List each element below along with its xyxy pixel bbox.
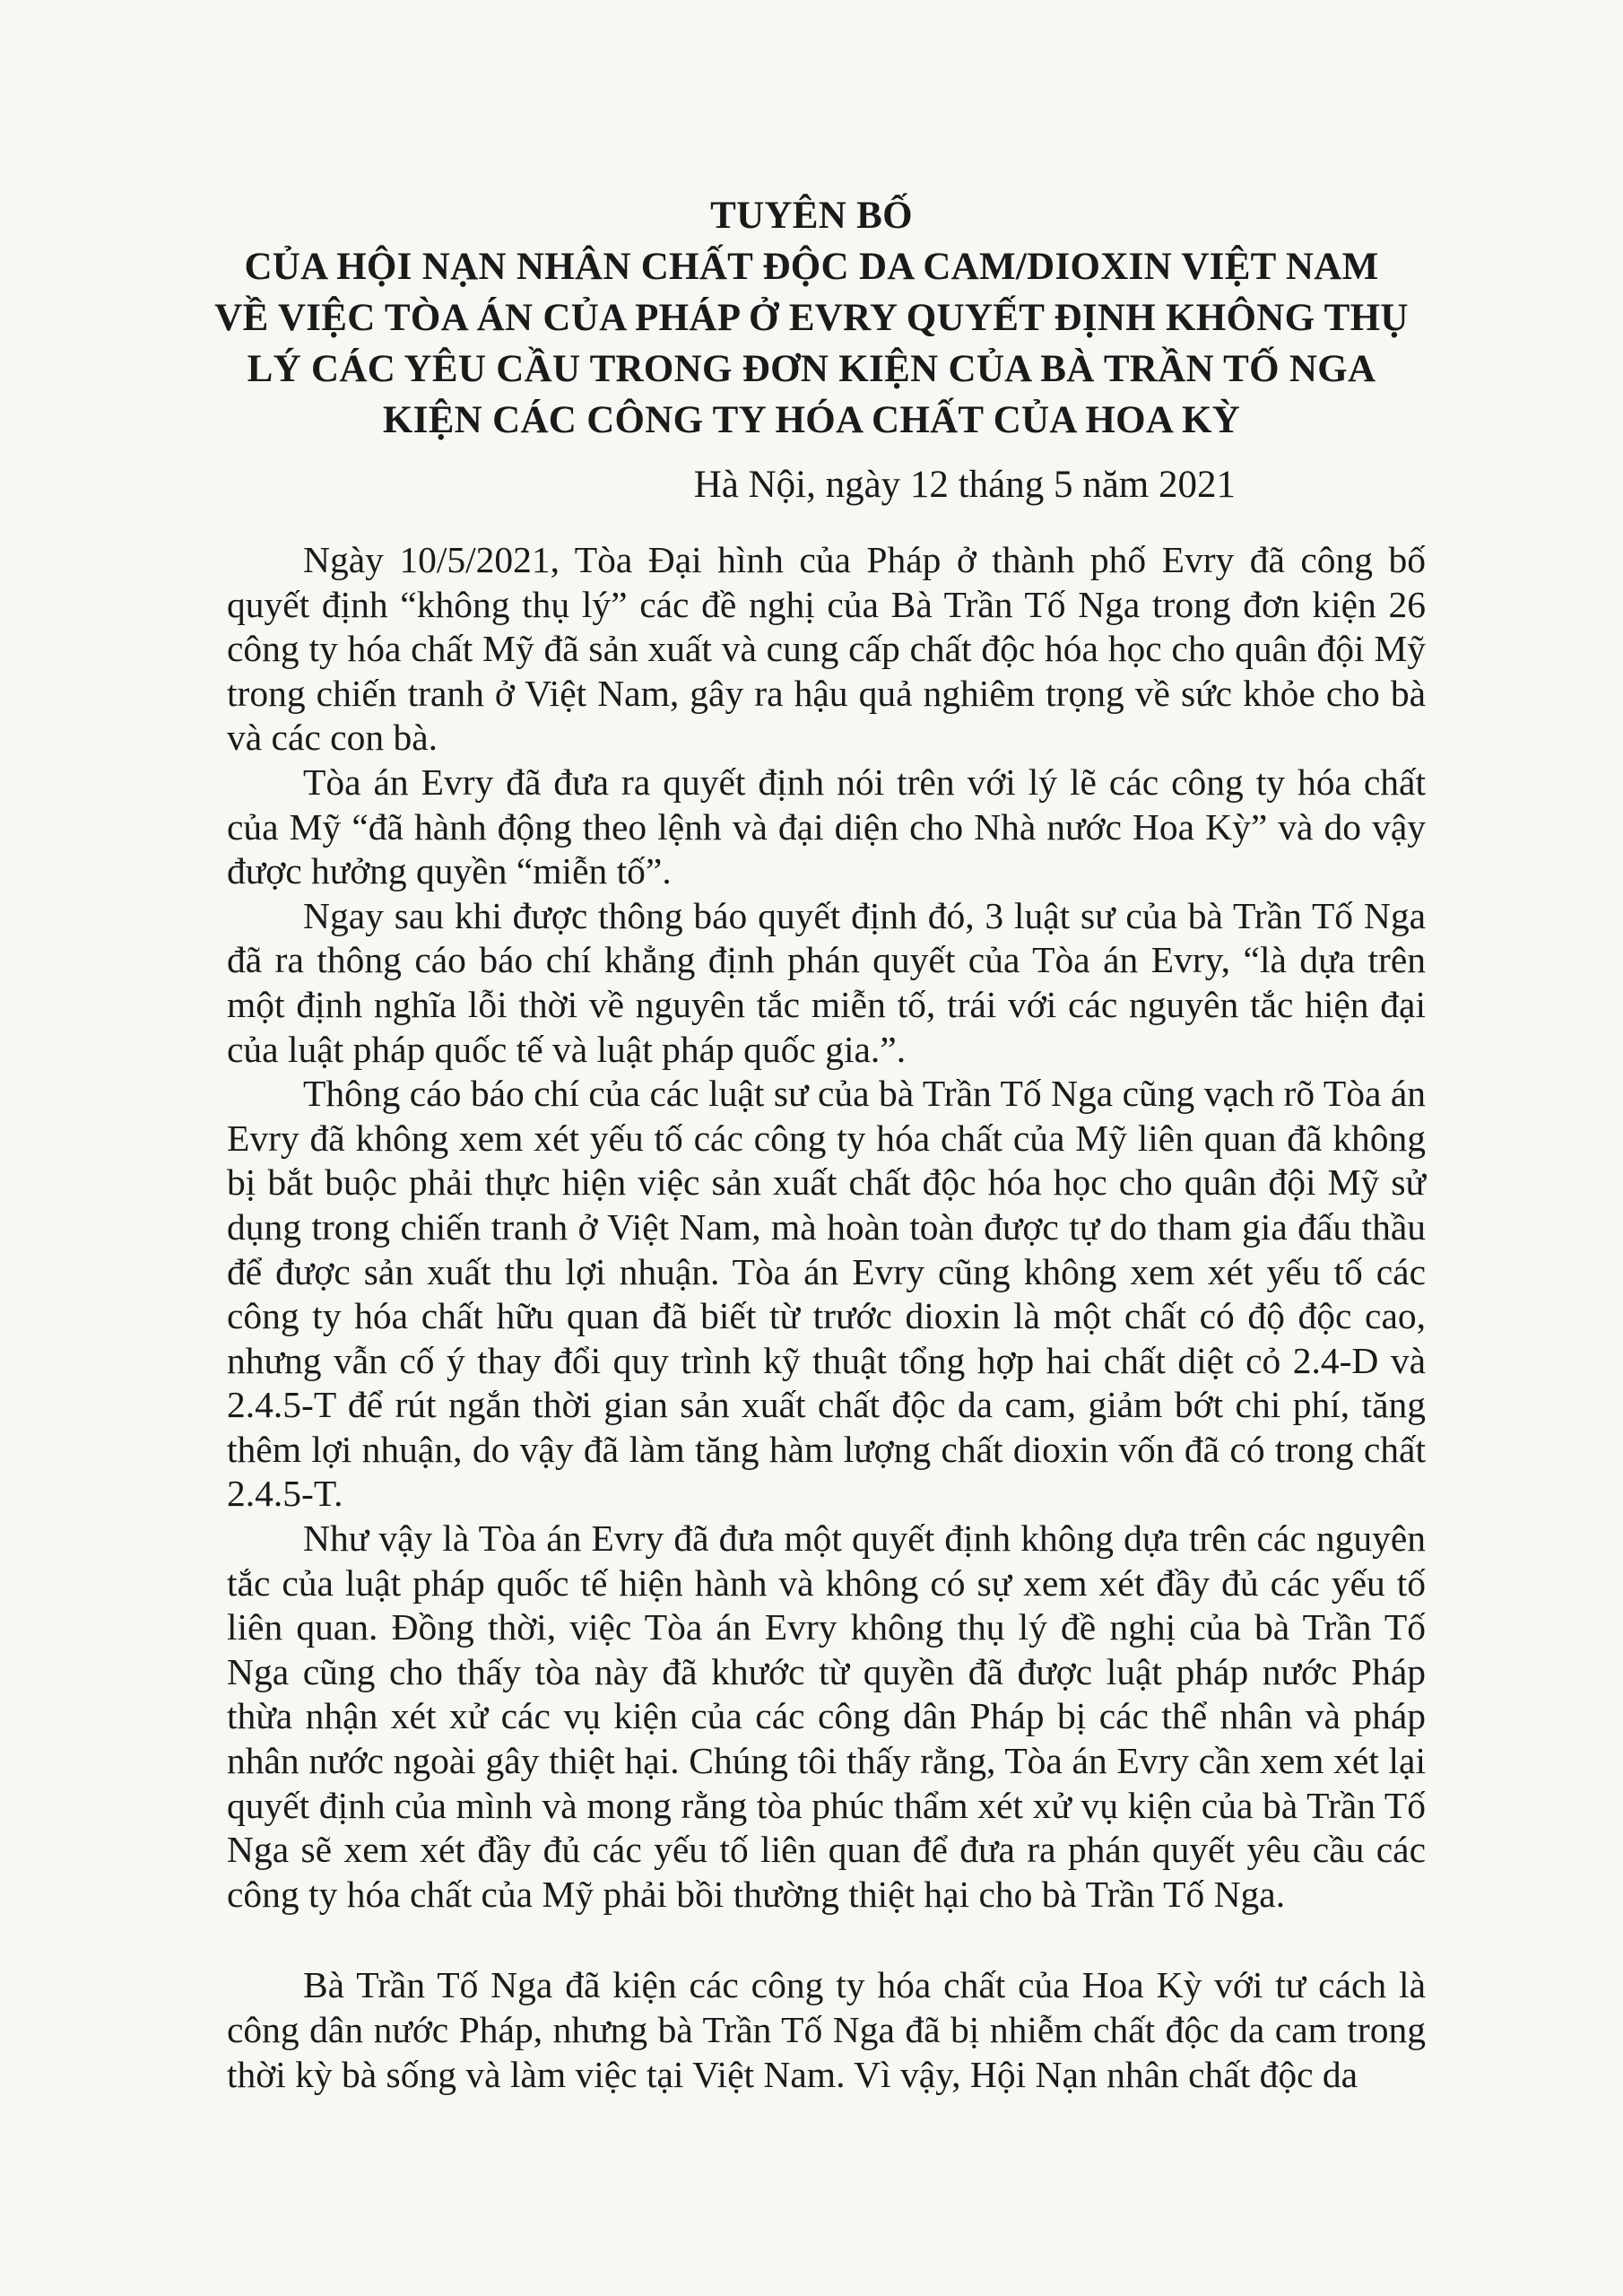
heading-line: LÝ CÁC YÊU CẦU TRONG ĐƠN KIỆN CỦA BÀ TRẦN TỐ NGA	[247, 348, 1376, 390]
date-location: Hà Nội, ngày 12 tháng 5 năm 2021	[693, 464, 1236, 506]
paragraph: Tòa án Evry đã đưa ra quyết định nói trên với lý lẽ các công ty hóa chất của Mỹ “đã hành động theo lệnh và đại diện cho Nhà nước Hoa Kỳ” và do vậy được hưởng quyền “miễn tố”.	[227, 761, 1426, 892]
paragraph: Như vậy là Tòa án Evry đã đưa một quyết định không dựa trên các nguyên tắc của luật pháp quốc tế hiện hành và không có sự xem xét đầy đủ các yếu tố liên quan. Đồng thời, việc Tòa án Evry không thụ lý đề nghị của bà Trần Tố Nga cũng cho thấy tòa này đã khước từ quyền đã được luật pháp nước Pháp thừa nhận xét xử các vụ kiện của các công dân Pháp bị các thể nhân và pháp nhân nước ngoài gây thiệt hại. Chúng tôi thấy rằng, Tòa án Evry cần xem xét lại quyết định của mình và mong rằng tòa phúc thẩm xét xử vụ kiện của bà Trần Tố Nga sẽ xem xét đầy đủ các yếu tố liên quan để đưa ra phán quyết yêu cầu các công ty hóa chất của Mỹ phải bồi thường thiệt hại cho bà Trần Tố Nga.	[227, 1518, 1426, 1915]
heading-line: VỀ VIỆC TÒA ÁN CỦA PHÁP Ở EVRY QUYẾT ĐỊNH KHÔNG THỤ	[214, 297, 1409, 339]
paragraph: Ngay sau khi được thông báo quyết định đó, 3 luật sư của bà Trần Tố Nga đã ra thông cáo báo chí khẳng định phán quyết của Tòa án Evry, “là dựa trên một định nghĩa lỗi thời về nguyên tắc miễn tố, trái với các nguyên tắc hiện đại của luật pháp quốc tế và luật pháp quốc gia.”.	[227, 894, 1426, 1070]
heading-title: TUYÊN BỐ	[710, 195, 913, 237]
document-heading	[0, 190, 1623, 446]
document-body	[227, 538, 1426, 2097]
heading-line: KIỆN CÁC CÔNG TY HÓA CHẤT CỦA HOA KỲ	[382, 399, 1241, 441]
paragraph: Ngày 10/5/2021, Tòa Đại hình của Pháp ở thành phố Evry đã công bố quyết định “không thụ lý” các đề nghị của Bà Trần Tố Nga trong đơn kiện 26 công ty hóa chất Mỹ đã sản xuất và cung cấp chất độc hóa học cho quân đội Mỹ trong chiến tranh ở Việt Nam, gây ra hậu quả nghiêm trọng về sức khỏe cho bà và các con bà.	[227, 539, 1426, 759]
heading-line: CỦA HỘI NẠN NHÂN CHẤT ĐỘC DA CAM/DIOXIN VIỆT NAM	[244, 246, 1379, 288]
paragraph: Bà Trần Tố Nga đã kiện các công ty hóa chất của Hoa Kỳ với tư cách là công dân nước Pháp, nhưng bà Trần Tố Nga đã bị nhiễm chất độc da cam trong thời kỳ bà sống và làm việc tại Việt Nam. Vì vậy, Hội Nạn nhân chất độc da	[227, 1964, 1426, 2095]
paragraph: Thông cáo báo chí của các luật sư của bà Trần Tố Nga cũng vạch rõ Tòa án Evry đã không xem xét yếu tố các công ty hóa chất của Mỹ liên quan đã không bị bắt buộc phải thực hiện việc sản xuất chất độc hóa học cho quân đội Mỹ sử dụng trong chiến tranh ở Việt Nam, mà hoàn toàn được tự do tham gia đấu thầu để được sản xuất thu lợi nhuận. Tòa án Evry cũng không xem xét yếu tố các công ty hóa chất hữu quan đã biết từ trước dioxin là một chất có độ độc cao, nhưng vẫn cố ý thay đổi quy trình kỹ thuật tổng hợp hai chất diệt cỏ 2.4-D và 2.4.5-T để rút ngắn thời gian sản xuất chất độc da cam, giảm bớt chi phí, tăng thêm lợi nhuận, do vậy đã làm tăng hàm lượng chất dioxin vốn đã có trong chất 2.4.5-T.	[227, 1073, 1426, 1515]
